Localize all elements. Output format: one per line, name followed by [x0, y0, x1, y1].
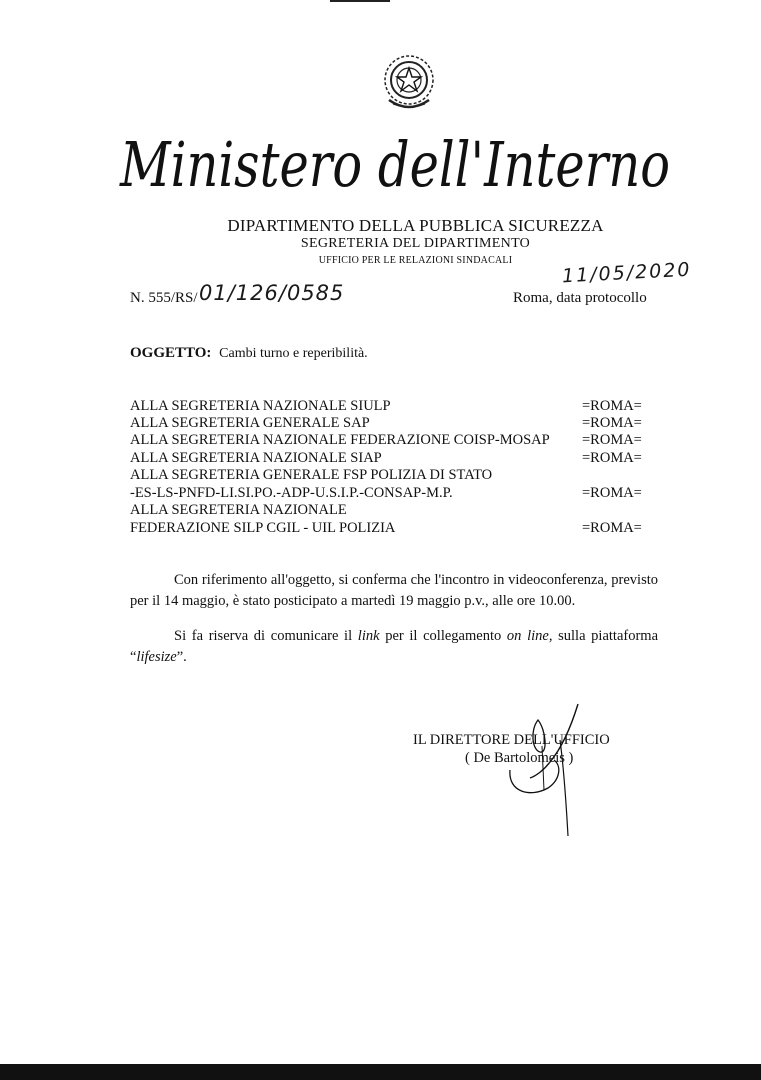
- recipient-destination: =ROMA=: [582, 485, 642, 501]
- recipient-line: ALLA SEGRETERIA NAZIONALE SIULP: [130, 398, 391, 414]
- handwritten-signature-icon: [490, 700, 590, 840]
- recipient-line: ALLA SEGRETERIA NAZIONALE: [130, 502, 347, 518]
- paragraph-2-part: , sulla piattaforma “: [130, 628, 659, 665]
- subject-label: OGGETTO:: [130, 345, 212, 361]
- subject-line: [130, 345, 368, 362]
- department-name: DIPARTIMENTO DELLA PUBBLICA SICUREZZA: [227, 216, 604, 235]
- online-word: on line: [506, 628, 549, 644]
- recipient-destination: =ROMA=: [582, 415, 642, 431]
- scan-artifact-bottom: [0, 1064, 761, 1080]
- recipient-line: ALLA SEGRETERIA GENERALE FSP POLIZIA DI STATO: [130, 467, 493, 483]
- scan-artifact-top: [330, 0, 390, 2]
- department-secretariat: SEGRETERIA DEL DIPARTIMENTO: [300, 236, 531, 251]
- ministry-heading-text: Ministero dell'Interno: [119, 128, 670, 201]
- recipient-line: ALLA SEGRETERIA GENERALE SAP: [130, 415, 370, 431]
- platform-name: lifesize: [136, 649, 177, 665]
- handwritten-date: 11/05/2020: [561, 258, 693, 288]
- signatory-name: ( De Bartolomeis ): [465, 750, 574, 766]
- recipient-destination: =ROMA=: [582, 398, 642, 414]
- recipient-destination: =ROMA=: [582, 520, 642, 536]
- body-paragraph-1: [130, 570, 658, 612]
- paragraph-2-part: ”.: [176, 649, 187, 665]
- protocol-prefix: N. 555/RS/: [130, 290, 198, 306]
- subject-text: Cambi turno e reperibilità.: [219, 346, 368, 361]
- paragraph-2-part: per il collegamento: [379, 628, 507, 644]
- signatory-title: IL DIRETTORE DELL'UFFICIO: [413, 732, 610, 748]
- handwritten-protocol-number: 01/126/0585: [199, 281, 345, 305]
- recipient-line: FEDERAZIONE SILP CGIL - UIL POLIZIA: [130, 520, 396, 536]
- recipient-line: ALLA SEGRETERIA NAZIONALE SIAP: [130, 450, 382, 466]
- republic-emblem-icon: [381, 50, 437, 116]
- recipient-destination: =ROMA=: [582, 432, 642, 448]
- office-name: UFFICIO PER LE RELAZIONI SINDACALI: [318, 255, 513, 266]
- recipient-destination: =ROMA=: [582, 450, 642, 466]
- paragraph-2-part: Si fa riserva di comunicare il: [174, 628, 358, 644]
- recipient-line: -ES-LS-PNFD-LI.SI.PO.-ADP-U.S.I.P.-CONSAP-M.P.: [130, 485, 453, 501]
- recipient-line: ALLA SEGRETERIA NAZIONALE FEDERAZIONE COISP-MOSAP: [130, 432, 550, 448]
- link-word: link: [357, 628, 380, 644]
- ministry-heading: [110, 118, 680, 208]
- place-date: Roma, data protocollo: [513, 290, 647, 306]
- body-paragraph-1-text: Con riferimento all'oggetto, si conferma che l'incontro in videoconferenza, previsto per il 14 maggio, è stato posticipato a martedì 19 maggio p.v., alle ore 10.00.: [130, 572, 658, 609]
- body-paragraph-2: [130, 626, 658, 668]
